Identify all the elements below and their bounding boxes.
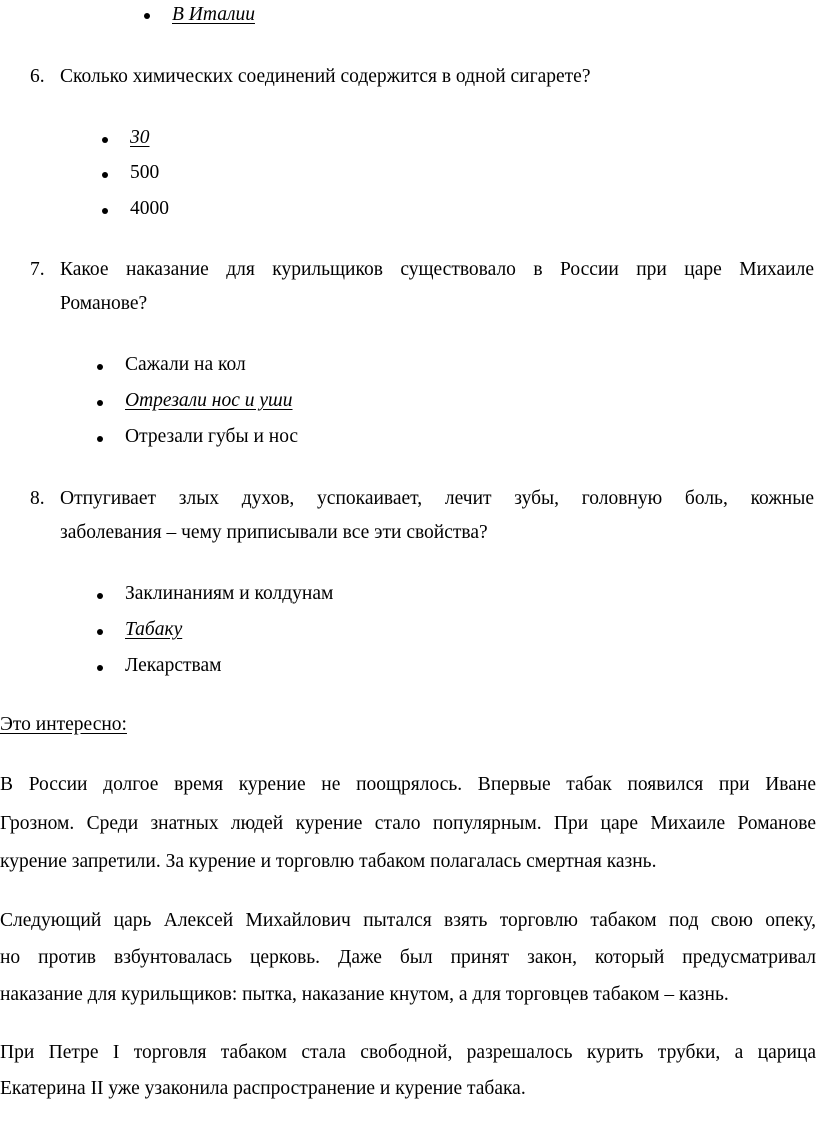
section-heading: Это интересно: xyxy=(0,714,127,735)
answer-option: Лекарствам xyxy=(125,655,222,676)
answer-option: 500 xyxy=(130,162,160,183)
paragraph-line: Грозном. Среди знатных людей курение стало популярным. При царе Михаиле Романове xyxy=(0,813,816,834)
question-text: Отпугивает злых духов, успокаивает, лечит зубы, головную боль, кожные xyxy=(60,488,814,509)
bullet-dot xyxy=(97,629,103,635)
question-number: 6. xyxy=(30,66,45,87)
answer-option-correct: 30 xyxy=(130,127,150,148)
bullet-dot xyxy=(102,208,108,214)
question-text: Романове? xyxy=(60,293,148,314)
question-number: 7. xyxy=(30,259,45,280)
answer-option-correct: В Италии xyxy=(172,4,255,25)
paragraph-line: курение запретили. За курение и торговлю табаком полагалась смертная казнь. xyxy=(0,851,657,872)
answer-option-correct: Табаку xyxy=(125,619,183,640)
paragraph-line: При Петре I торговля табаком стала свободной, разрешалось курить трубки, а царица xyxy=(0,1042,816,1063)
question-text: заболевания – чему приписывали все эти свойства? xyxy=(60,522,488,543)
answer-option: Заклинаниям и колдунам xyxy=(125,583,334,604)
bullet-dot xyxy=(102,137,108,143)
bullet-dot xyxy=(97,400,103,406)
answer-option-correct: Отрезали нос и уши xyxy=(125,390,293,411)
bullet-dot xyxy=(97,593,103,599)
paragraph-line: но против взбунтовалась церковь. Даже был принят закон, который предусматривал xyxy=(0,947,816,968)
answer-option: Сажали на кол xyxy=(125,354,246,375)
bullet-dot xyxy=(144,13,150,19)
bullet-dot xyxy=(97,665,103,671)
answer-option: 4000 xyxy=(130,198,169,219)
bullet-dot xyxy=(97,436,103,442)
paragraph-line: наказание для курильщиков: пытка, наказание кнутом, а для торговцев табаком – казнь. xyxy=(0,984,729,1005)
answer-option: Отрезали губы и нос xyxy=(125,426,299,447)
question-number: 8. xyxy=(30,488,45,509)
bullet-dot xyxy=(97,364,103,370)
question-text: Какое наказание для курильщиков существовало в России при царе Михаиле xyxy=(60,259,814,280)
bullet-dot xyxy=(102,172,108,178)
paragraph-line: В России долгое время курение не поощрялось. Впервые табак появился при Иване xyxy=(0,774,816,795)
paragraph-line: Следующий царь Алексей Михайлович пытался взять торговлю табаком под свою опеку, xyxy=(0,910,816,931)
question-text: Сколько химических соединений содержится в одной сигарете? xyxy=(60,66,591,87)
paragraph-line: Екатерина II уже узаконила распространение и курение табака. xyxy=(0,1078,526,1099)
